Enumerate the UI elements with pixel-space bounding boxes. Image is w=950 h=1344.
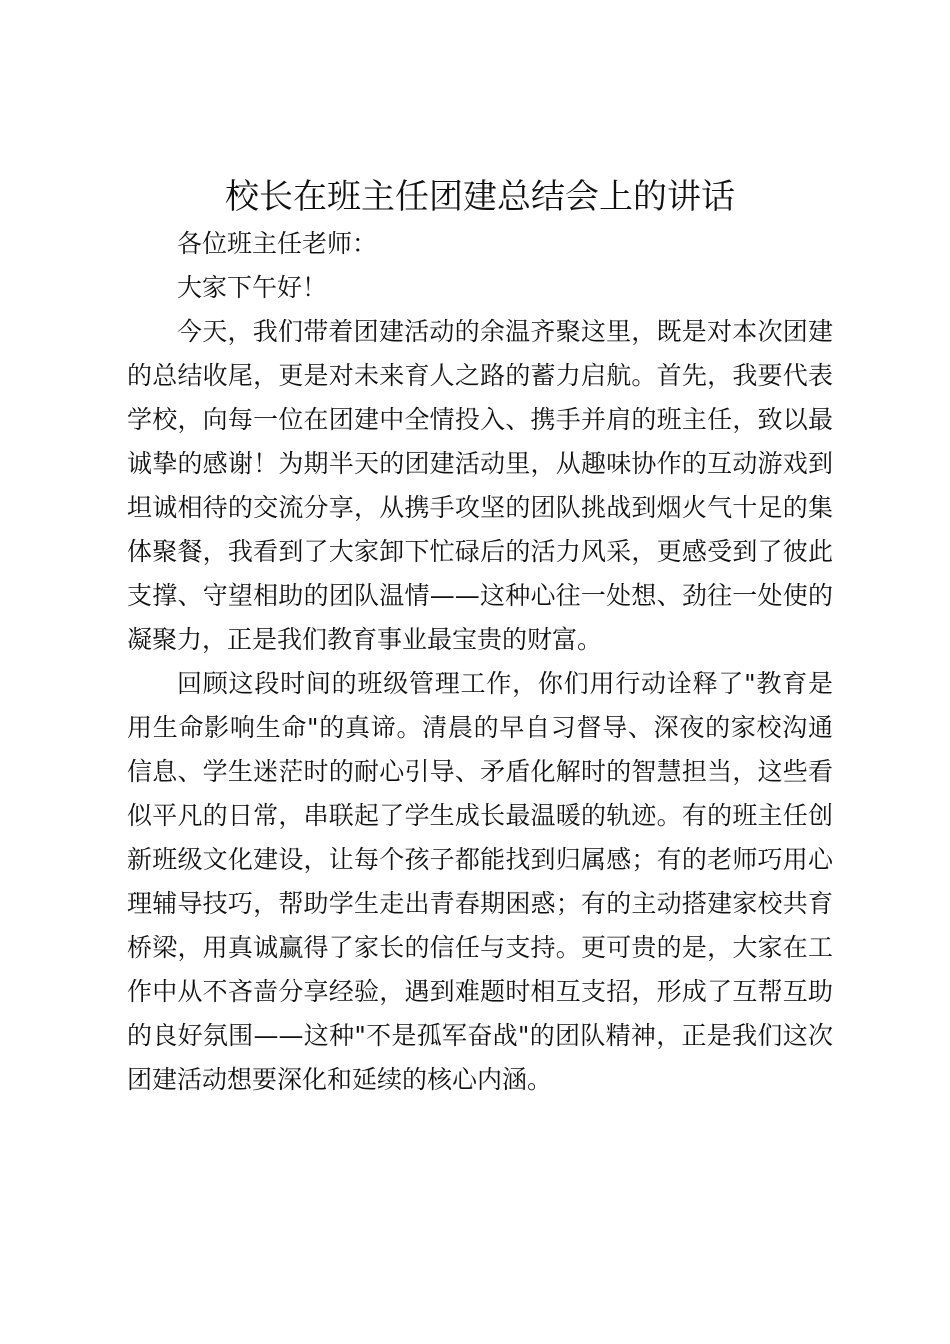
body-paragraph-2: 回顾这段时间的班级管理工作，你们用行动诠释了"教育是用生命影响生命"的真谛。清晨的早自习督导、深夜的家校沟通信息、学生迷茫时的耐心引导、矛盾化解时的智慧担当，这些看似平凡的日常，串联起了学生成长最温暖的轨迹。有的班主任创新班级文化建设，让每个孩子都能找到归属感；有的老师巧用心理辅导技巧，帮助学生走出青春期困惑；有的主动搭建家校共育桥梁，用真诚赢得了家长的信任与支持。更可贵的是，大家在工作中从不吝啬分享经验，遇到难题时相互支招，形成了互帮互助的良好氛围——这种"不是孤军奋战"的团队精神，正是我们这次团建活动想要深化和延续的核心内涵。 <box>127 669 833 1094</box>
document-title: 校长在班主任团建总结会上的讲话 <box>225 177 735 217</box>
document-page <box>127 172 833 1102</box>
greeting-paragraph: 各位班主任老师： <box>177 229 378 258</box>
salutation-paragraph: 大家下午好！ <box>177 273 328 302</box>
body-paragraph-1: 今天，我们带着团建活动的余温齐聚这里，既是对本次团建的总结收尾，更是对未来育人之路的蓄力启航。首先，我要代表学校，向每一位在团建中全情投入、携手并肩的班主任，致以最诚挚的感谢！为期半天的团建活动里，从趣味协作的互动游戏到坦诚相待的交流分享，从携手攻坚的团队挑战到烟火气十足的集体聚餐，我看到了大家卸下忙碌后的活力风采，更感受到了彼此支撑、守望相助的团队温情——这种心往一处想、劲往一处使的凝聚力，正是我们教育事业最宝贵的财富。 <box>127 317 833 654</box>
